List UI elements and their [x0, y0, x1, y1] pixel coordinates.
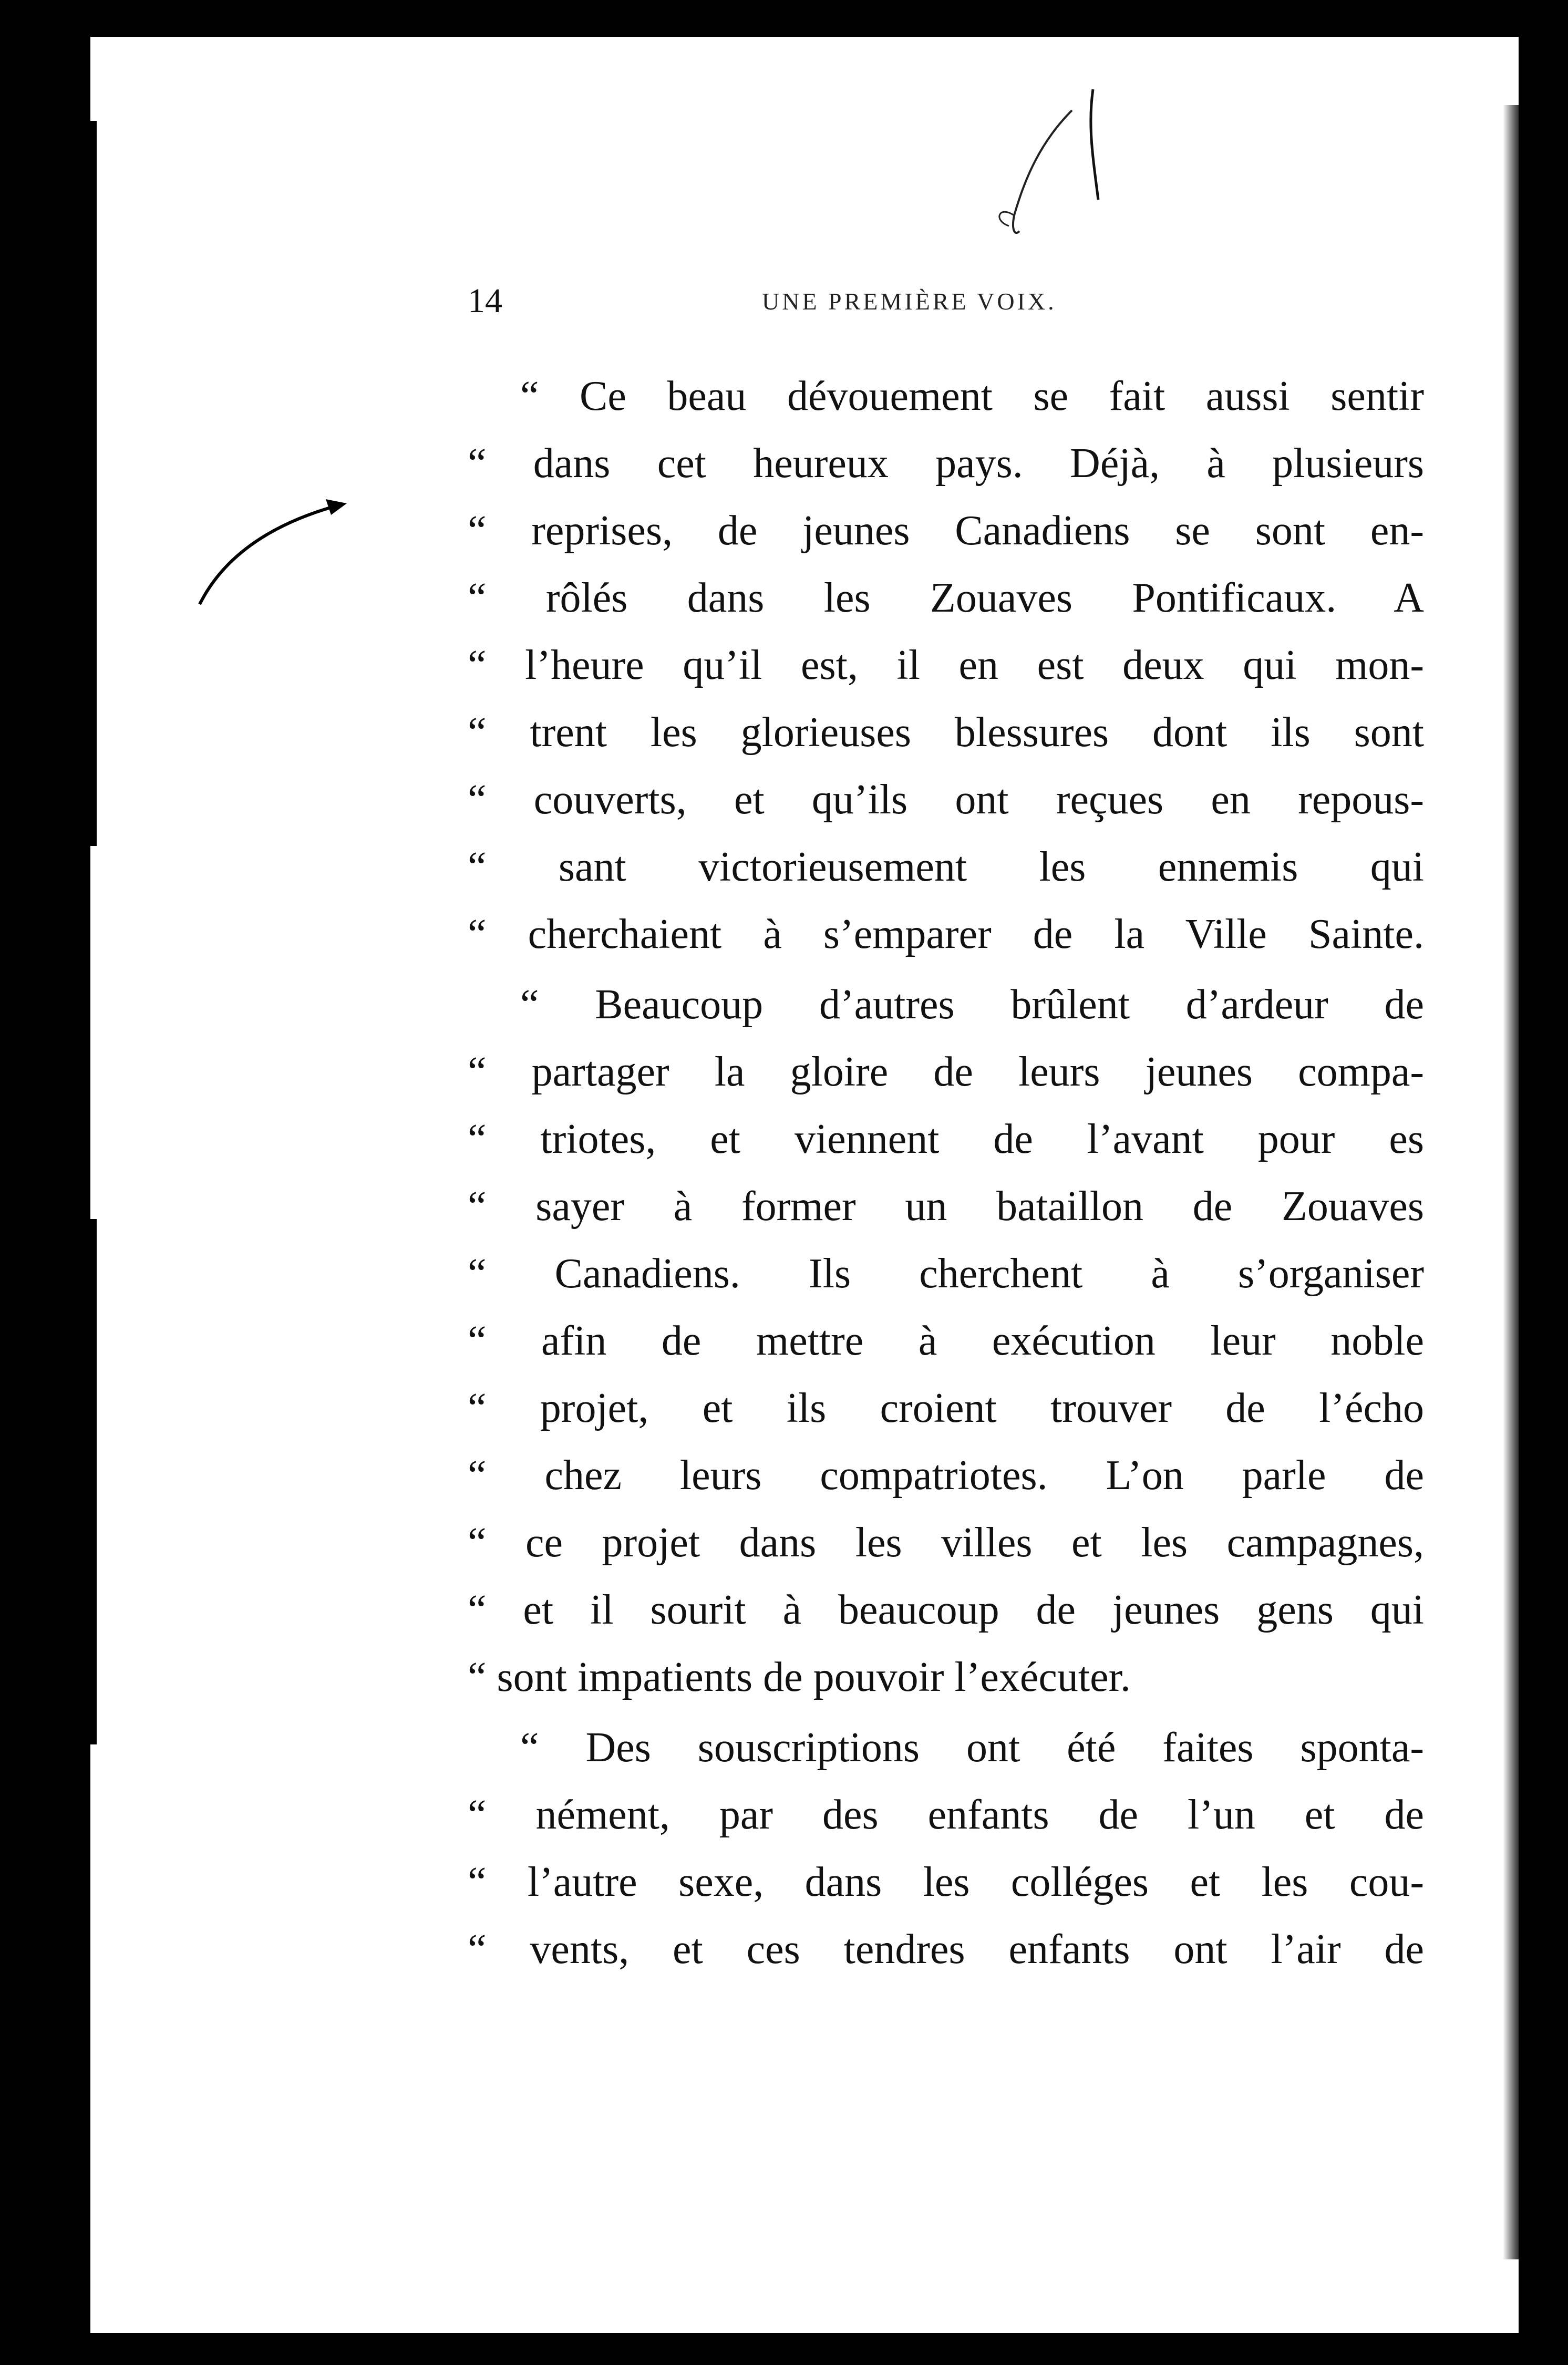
text-line: “ reprises, de jeunes Canadiens se sont en-	[468, 508, 1424, 554]
text-line: “ projet, et ils croient trouver de l’écho	[468, 1385, 1424, 1431]
text-line: “ couverts, et qu’ils ont reçues en repous-	[468, 777, 1424, 823]
paragraph	[468, 363, 1424, 968]
binding-rule	[90, 121, 97, 846]
text-line: “ dans cet heureux pays. Déjà, à plusieurs	[468, 440, 1424, 487]
paragraph	[468, 1714, 1424, 1983]
text-line: “ l’heure qu’il est, il en est deux qui mon-	[468, 642, 1424, 688]
running-title: UNE PREMIÈRE VOIX.	[762, 288, 1057, 315]
text-line: “ rôlés dans les Zouaves Pontificaux. A	[468, 575, 1424, 621]
text-line: “ afin de mettre à exécution leur noble	[468, 1318, 1424, 1364]
text-line: “ nément, par des enfants de l’un et de	[468, 1792, 1424, 1838]
scan-bottom-margin	[0, 2333, 1568, 2365]
paragraph	[468, 971, 1424, 1711]
text-line: “ l’autre sexe, dans les colléges et les cou-	[468, 1859, 1424, 1905]
text-line: “ partager la gloire de leurs jeunes compa-	[468, 1049, 1424, 1095]
text-line: “ sant victorieusement les ennemis qui	[468, 844, 1424, 890]
text-line: “ et il sourit à beaucoup de jeunes gens qui	[468, 1587, 1424, 1633]
binding-rule	[90, 1219, 97, 1744]
page-header	[468, 281, 1424, 328]
text-line: “ Des souscriptions ont été faites sponta-	[520, 1724, 1424, 1771]
text-line: “ cherchaient à s’emparer de la Ville Sainte.	[468, 911, 1424, 957]
text-line: “ ce projet dans les villes et les campagnes,	[468, 1520, 1424, 1566]
handwritten-pen-mark	[935, 79, 1125, 247]
text-line: “ trent les glorieuses blessures dont ils sont	[468, 709, 1424, 756]
scan-top-margin	[0, 0, 1568, 37]
text-line: “ sont impatients de pouvoir l’exécuter.	[468, 1654, 1131, 1700]
text-line: “ triotes, et viennent de l’avant pour es	[468, 1116, 1424, 1162]
scan-left-margin	[0, 0, 90, 2365]
margin-pen-stroke	[189, 489, 357, 615]
text-line: “ vents, et ces tendres enfants ont l’air de	[468, 1926, 1424, 1972]
scan-right-margin	[1519, 0, 1568, 2365]
body-text	[468, 363, 1424, 1983]
text-line: “ chez leurs compatriotes. L’on parle de	[468, 1452, 1424, 1499]
text-line: “ Ce beau dévouement se fait aussi sentir	[520, 373, 1424, 419]
text-line: “ Beaucoup d’autres brûlent d’ardeur de	[520, 982, 1424, 1028]
text-line: “ Canadiens. Ils cherchent à s’organiser	[468, 1251, 1424, 1297]
text-line: “ sayer à former un bataillon de Zouaves	[468, 1183, 1424, 1230]
page-number: 14	[468, 282, 502, 320]
